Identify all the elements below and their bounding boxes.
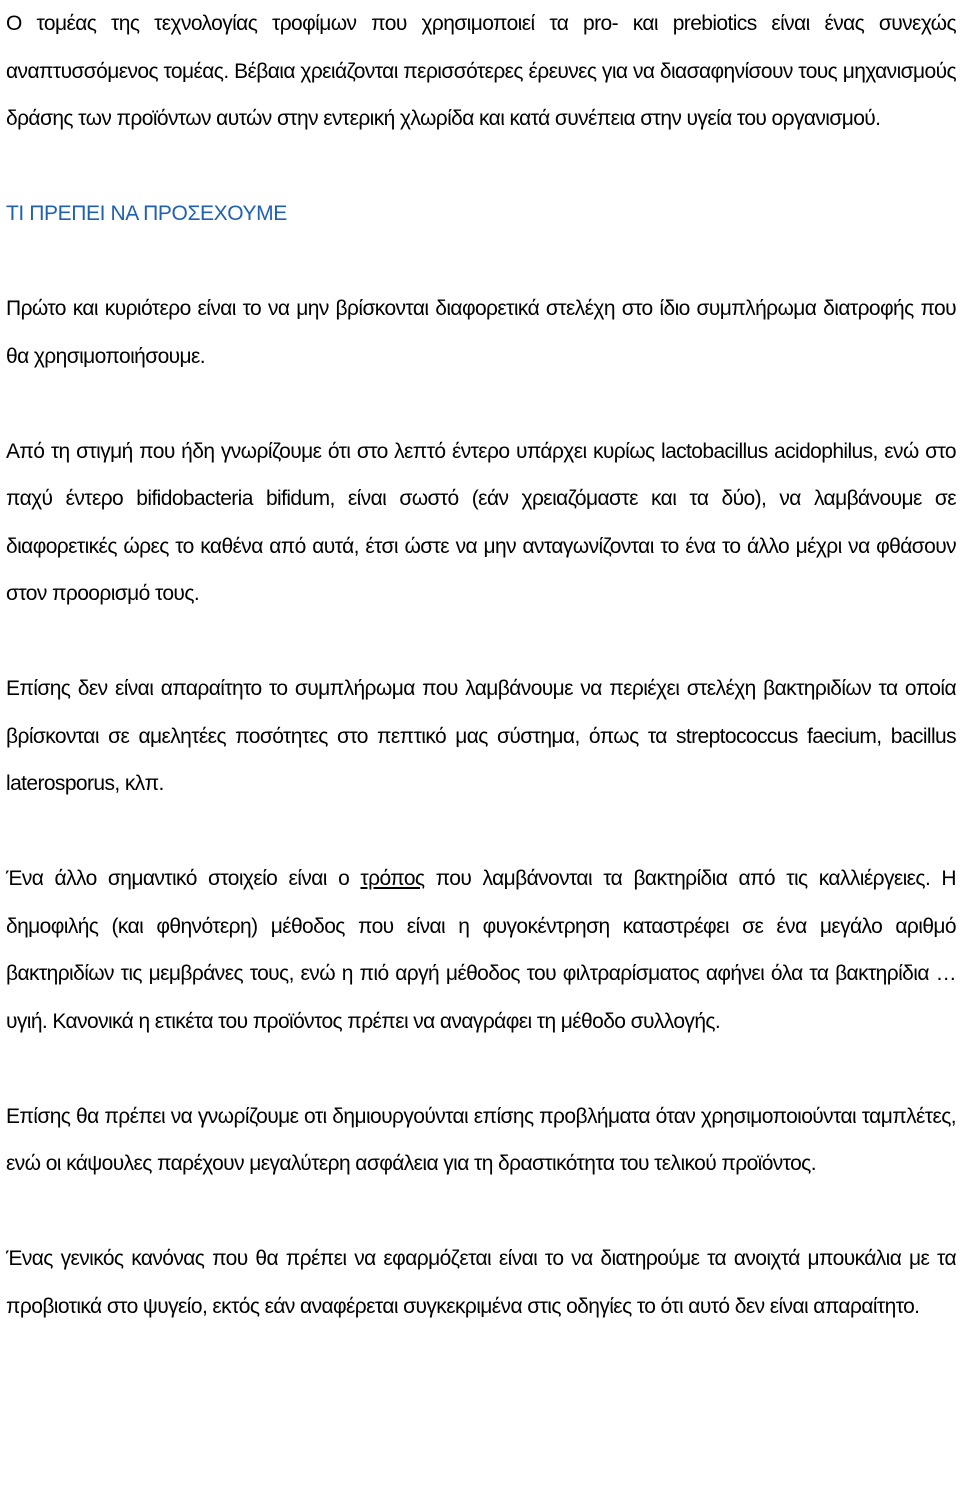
paragraph-tablets: Επίσης θα πρέπει να γνωρίζουμε οτι δημιουργούνται επίσης προβλήματα όταν χρησιμοποιούνται ταμπλέτες, ενώ οι κάψουλες παρέχουν μεγαλύτερη ασφάλεια για τη δραστικότητα του τελικού προϊόντος. xyxy=(6,1104,956,1175)
spacer xyxy=(6,1045,956,1093)
section-heading: ΤΙ ΠΡΕΠΕΙ ΝΑ ΠΡΟΣΕΧΟΥΜΕ xyxy=(6,202,287,225)
paragraph-method-end: που λαμβάνονται τα βακτηρίδια από τις καλλιέργειες. Η δημοφιλής (και φθηνότερη) μέθοδος που είναι η φυγοκέντρηση καταστρέφει σε ένα μεγάλο αριθμό βακτηριδίων τις μεμβράνες τους, ενώ η πιό αργή μέθοδος του φιλτραρίσματος αφήνει όλα τα βακτηρίδια …υγιή. Κανονικά η ετικέτα του προϊόντος πρέπει να αναγράφει τη μέθοδο συλλογής. xyxy=(6,867,956,1033)
spacer xyxy=(6,1188,956,1236)
paragraph-intestine: Από τη στιγμή που ήδη γνωρίζουμε ότι στο λεπτό έντερο υπάρχει κυρίως lactobacillus acidophilus, ενώ στο παχύ έντερο bifidobacteria bifidum, είναι σωστό (εάν χρειαζόμαστε και τα δύο), να λαμβάνουμε σε διαφορετικές ώρες το καθένα από αυτά, έτσι ώστε να μην ανταγωνίζονται το ένα το άλλο μέχρι να φθάσουν στον προορισμό τους. xyxy=(6,439,956,605)
document-page xyxy=(6,0,956,1330)
paragraph-method-start: Ένα άλλο σημαντικό στοιχείο είναι ο xyxy=(6,867,361,890)
paragraph-necessity: Επίσης δεν είναι απαραίτητο το συμπλήρωμα που λαμβάνουμε να περιέχει στελέχη βακτηριδίων τα οποία βρίσκονται σε αμελητέες ποσότητες στο πεπτικό μας σύστημα, όπως τα streptococcus faecium, bacillus laterosporus, κλπ. xyxy=(6,677,956,795)
spacer xyxy=(6,238,956,286)
underlined-word: τρόπος xyxy=(360,867,425,890)
paragraph-strains: Πρώτο και κυριότερο είναι το να μην βρίσκονται διαφορετικά στελέχη στο ίδιο συμπλήρωμα διατροφής που θα χρησιμοποιήσουμε. xyxy=(6,297,956,368)
spacer xyxy=(6,808,956,856)
spacer xyxy=(6,380,956,428)
paragraph-storage: Ένας γενικός κανόνας που θα πρέπει να εφαρμόζεται είναι το να διατηρούμε τα ανοιχτά μπουκάλια με τα προβιοτικά στο ψυγείο, εκτός εάν αναφέρεται συγκεκριμένα στις οδηγίες το ότι αυτό δεν είναι απαραίτητο. xyxy=(6,1247,956,1318)
spacer xyxy=(6,618,956,666)
spacer xyxy=(6,143,956,191)
paragraph-method xyxy=(6,855,956,1045)
paragraph-intro: Ο τομέας της τεχνολογίας τροφίμων που χρησιμοποιεί τα pro- και prebiotics είναι ένας συνεχώς αναπτυσσόμενος τομέας. Βέβαια χρειάζονται περισσότερες έρευνες για να διασαφηνίσουν τους μηχανισμούς δράσης των προϊόντων αυτών στην εντερική χλωρίδα και κατά συνέπεια στην υγεία του οργανισμού. xyxy=(6,12,956,130)
